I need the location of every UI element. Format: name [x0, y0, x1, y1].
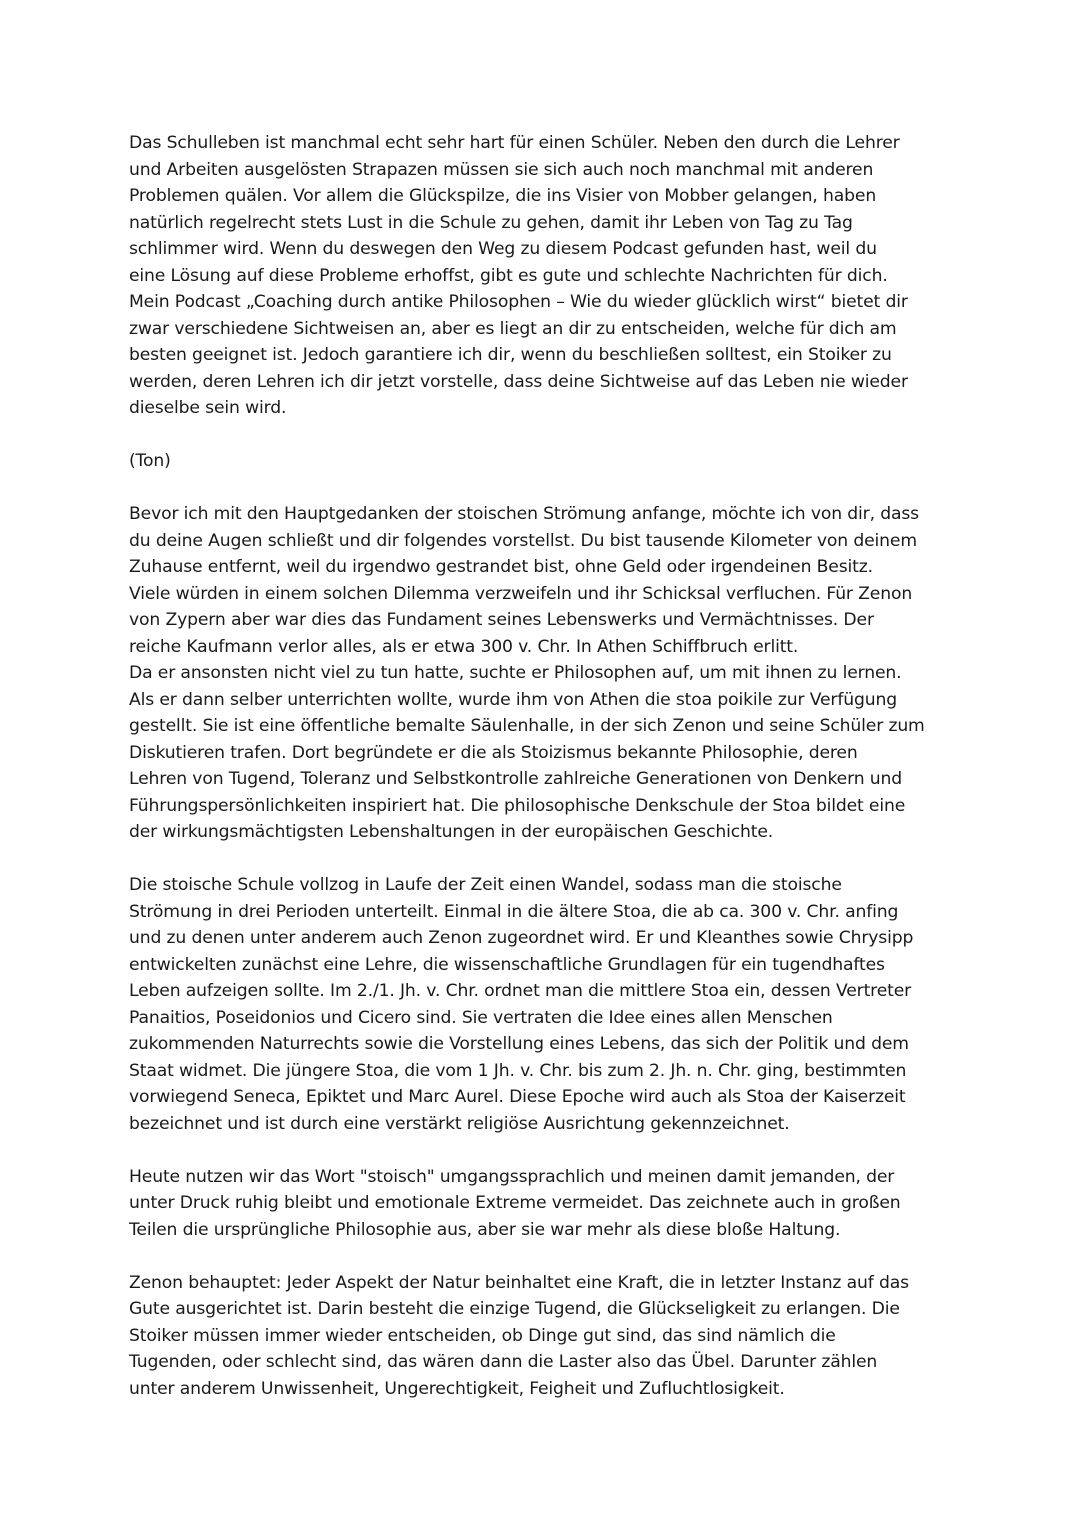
document-page [129, 130, 959, 1402]
text-line: und Arbeiten ausgelösten Strapazen müssen sie sich auch noch manchmal mit anderen [129, 159, 874, 180]
paragraph-gap [129, 846, 959, 873]
text-line: natürlich regelrecht stets Lust in die Schule zu gehen, damit ihr Leben von Tag zu Tag [129, 212, 853, 233]
text-line: Tugenden, oder schlecht sind, das wären dann die Laster also das Übel. Darunter zählen [129, 1352, 878, 1372]
text-line: Viele würden in einem solchen Dilemma verzweifeln und ihr Schicksal verfluchen. Für Zenon [129, 583, 913, 604]
text-line: entwickelten zunächst eine Lehre, die wissenschaftliche Grundlagen für ein tugendhaftes [129, 954, 885, 975]
text-line: Leben aufzeigen sollte. Im 2./1. Jh. v. Chr. ordnet man die mittlere Stoa ein, dessen Vertreter [129, 981, 912, 1001]
paragraph-stoic-today [129, 1164, 959, 1244]
paragraph-periods [129, 872, 959, 1137]
text-line: reiche Kaufmann verlor alles, als er etwa 300 v. Chr. In Athen Schiffbruch erlitt. [129, 636, 799, 657]
text-line: Führungspersönlichkeiten inspiriert hat. Die philosophische Denkschule der Stoa bildet eine [129, 795, 906, 816]
text-line: gestellt. Sie ist eine öffentliche bemalte Säulenhalle, in der sich Zenon und seine Schüler zum [129, 716, 925, 736]
text-line: der wirkungsmächtigsten Lebenshaltungen in der europäischen Geschichte. [129, 822, 774, 842]
text-line: Teilen die ursprüngliche Philosophie aus, aber sie war mehr als diese bloße Haltung. [129, 1219, 841, 1240]
text-line: Staat widmet. Die jüngere Stoa, die vom 1 Jh. v. Chr. bis zum 2. Jh. n. Chr. ging, bestimmten [129, 1060, 907, 1081]
text-line: Strömung in drei Perioden unterteilt. Einmal in die ältere Stoa, die ab ca. 300 v. Chr. anfing [129, 901, 899, 922]
text-line: unter Druck ruhig bleibt und emotionale Extreme vermeidet. Das zeichnete auch in großen [129, 1193, 901, 1213]
paragraph-zenon-story [129, 501, 959, 846]
text-line: Zuhause entfernt, weil du irgendwo gestrandet bist, ohne Geld oder irgendeinen Besitz. [129, 557, 873, 577]
text-line: Gute ausgerichtet ist. Darin besteht die einzige Tugend, die Glückseligkeit zu erlangen. Die [129, 1299, 900, 1319]
paragraph-gap [129, 1137, 959, 1164]
text-line: Diskutieren trafen. Dort begründete er die als Stoizismus bekannte Philosophie, deren [129, 742, 858, 763]
text-line: Das Schulleben ist manchmal echt sehr hart für einen Schüler. Neben den durch die Lehrer [129, 133, 900, 153]
paragraph-virtue [129, 1270, 959, 1403]
text-line: bezeichnet und ist durch eine verstärkt religiöse Ausrichtung gekennzeichnet. [129, 1113, 790, 1134]
text-line: eine Lösung auf diese Probleme erhoffst, gibt es gute und schlechte Nachrichten für dich. [129, 265, 888, 286]
paragraph-intro [129, 130, 959, 422]
text-line: dieselbe sein wird. [129, 398, 287, 418]
text-line: und zu denen unter anderem auch Zenon zugeordnet wird. Er und Kleanthes sowie Chrysipp [129, 928, 914, 948]
text-line: unter anderem Unwissenheit, Ungerechtigkeit, Feigheit und Zufluchtlosigkeit. [129, 1378, 785, 1399]
text-line: Da er ansonsten nicht viel zu tun hatte, suchte er Philosophen auf, um mit ihnen zu lernen. [129, 663, 902, 683]
text-line: werden, deren Lehren ich dir jetzt vorstelle, dass deine Sichtweise auf das Leben nie wieder [129, 371, 908, 392]
text-line: Lehren von Tugend, Toleranz und Selbstkontrolle zahlreiche Generationen von Denkern und [129, 769, 903, 789]
text-line: vorwiegend Seneca, Epiktet und Marc Aurel. Diese Epoche wird auch als Stoa der Kaiserzeit [129, 1087, 906, 1107]
text-line: Zenon behauptet: Jeder Aspekt der Natur beinhaltet eine Kraft, die in letzter Instanz auf das [129, 1272, 909, 1293]
text-line: Als er dann selber unterrichten wollte, wurde ihm von Athen die stoa poikile zur Verfügung [129, 689, 897, 710]
text-line: Bevor ich mit den Hauptgedanken der stoischen Strömung anfange, möchte ich von dir, dass [129, 504, 919, 524]
text-line: du deine Augen schließt und dir folgendes vorstellst. Du bist tausende Kilometer von deinem [129, 530, 917, 551]
text-line: zwar verschiedene Sichtweisen an, aber es liegt an dir zu entscheiden, welche für dich am [129, 318, 897, 339]
text-line: Stoiker müssen immer wieder entscheiden, ob Dinge gut sind, das sind nämlich die [129, 1325, 836, 1346]
text-line: Panaitios, Poseidonios und Cicero sind. Sie vertraten die Idee eines allen Menschen [129, 1007, 833, 1028]
text-line: Problemen quälen. Vor allem die Glückspilze, die ins Visier von Mobber gelangen, haben [129, 186, 877, 206]
text-line: Heute nutzen wir das Wort "stoisch" umgangssprachlich und meinen damit jemanden, der [129, 1166, 895, 1187]
paragraph-gap [129, 475, 959, 502]
paragraph-gap [129, 422, 959, 449]
text-line: Mein Podcast „Coaching durch antike Philosophen – Wie du wieder glücklich wirst“ bietet dir [129, 292, 908, 312]
text-line: zukommenden Naturrechts sowie die Vorstellung eines Lebens, das sich der Politik und dem [129, 1034, 909, 1054]
paragraph-gap [129, 1243, 959, 1270]
text-line: (Ton) [129, 451, 171, 471]
text-line: besten geeignet ist. Jedoch garantiere ich dir, wenn du beschließen solltest, ein Stoiker zu [129, 345, 892, 365]
text-line: Die stoische Schule vollzog in Laufe der Zeit einen Wandel, sodass man die stoische [129, 875, 842, 895]
text-line: von Zypern aber war dies das Fundament seines Lebenswerks und Vermächtnisses. Der [129, 610, 874, 630]
text-line: schlimmer wird. Wenn du deswegen den Weg zu diesem Podcast gefunden hast, weil du [129, 239, 877, 259]
paragraph-sound-cue [129, 448, 959, 475]
